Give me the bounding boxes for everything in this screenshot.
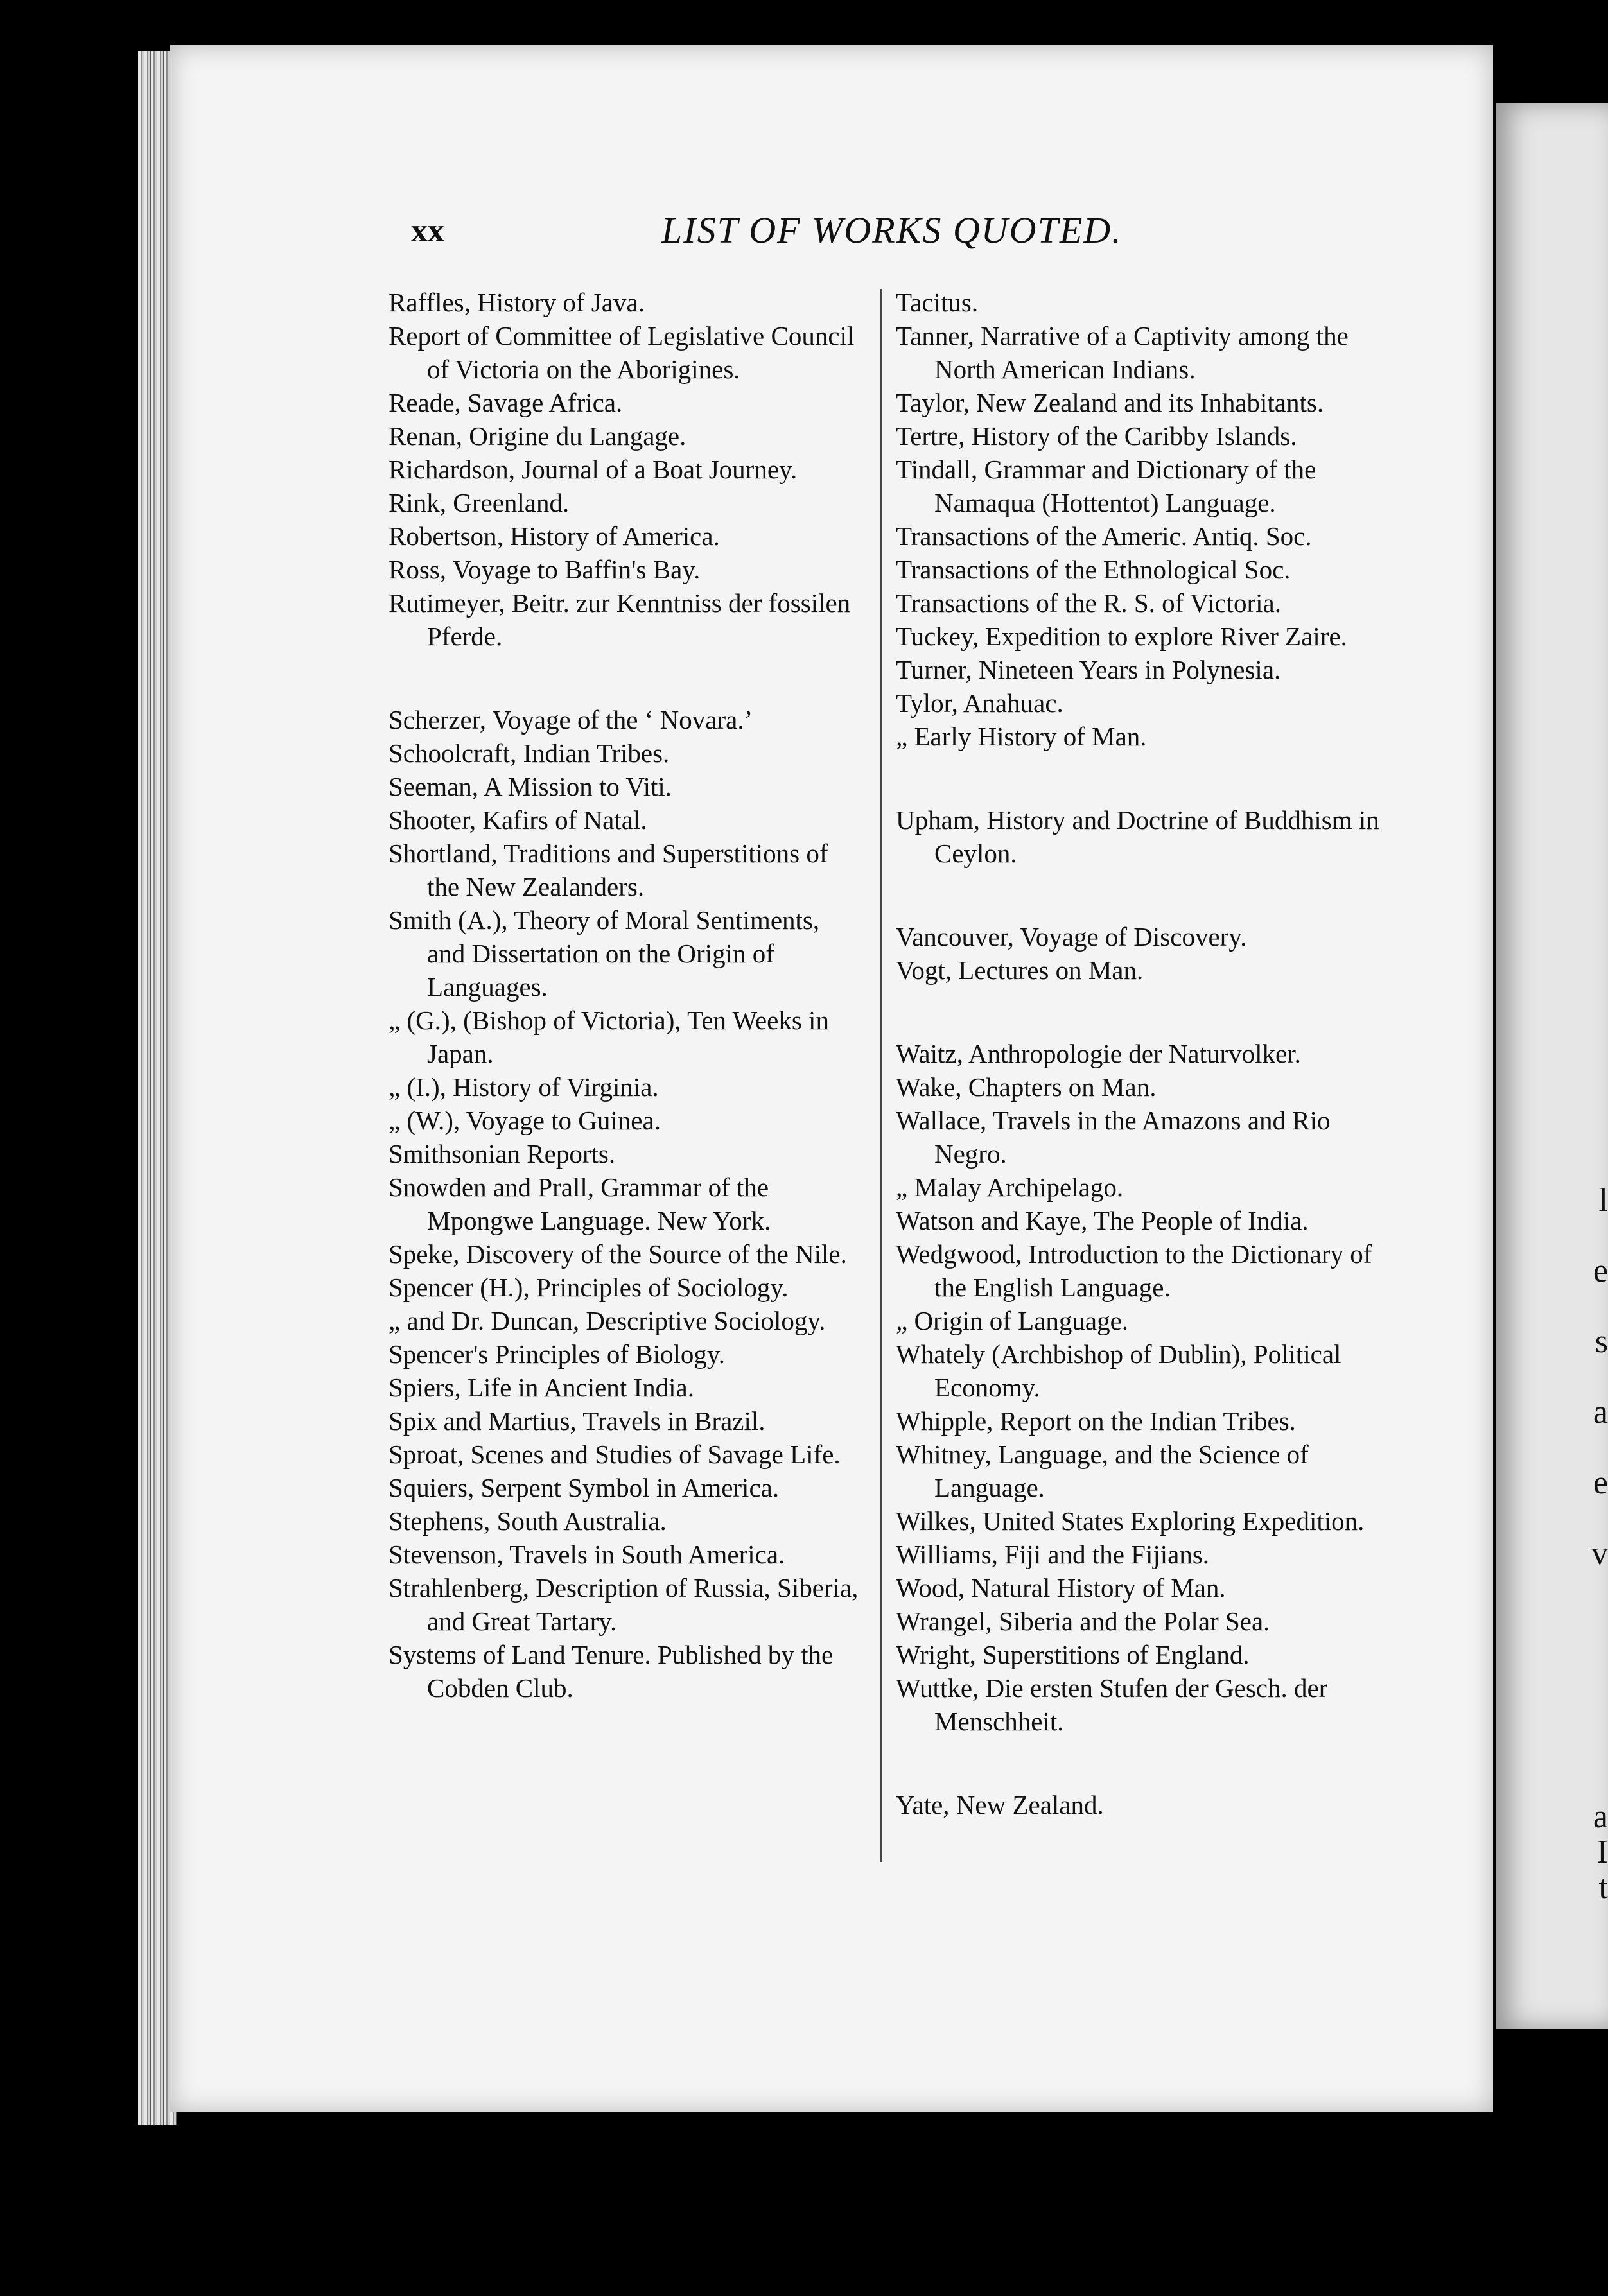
bibliography-entry: Williams, Fiji and the Fijians. — [896, 1540, 1210, 1569]
bibliography-entry: Whitney, Language, and the Science of Language. — [896, 1439, 1309, 1502]
left-column-entries — [389, 286, 864, 1705]
bibliography-entry: Wood, Natural History of Man. — [896, 1573, 1226, 1603]
page-number: xx — [411, 213, 444, 249]
bibliography-entry: Whately (Archbishop of Dublin), Political Economy. — [896, 1339, 1341, 1402]
bibliography-entry: Stephens, South Australia. — [389, 1506, 667, 1536]
bibliography-entry: Systems of Land Tenure. Published by the Cobden Club. — [389, 1640, 834, 1703]
section-gap — [389, 653, 864, 703]
bibliography-entry: Watson and Kaye, The People of India. — [896, 1206, 1309, 1235]
facing-page-glyph: a — [1593, 1798, 1608, 1835]
bibliography-entry: Robertson, History of America. — [389, 521, 720, 551]
bibliography-entry: „ (G.), (Bishop of Victoria), Ten Weeks in Japan. — [389, 1005, 829, 1068]
bibliography-entry: Taylor, New Zealand and its Inhabitants. — [896, 388, 1324, 417]
bibliography-entry: Transactions of the Ethnological Soc. — [896, 555, 1291, 584]
bibliography-entry: Schoolcraft, Indian Tribes. — [389, 738, 670, 768]
bibliography-entry: Vancouver, Voyage of Discovery. — [896, 922, 1247, 952]
bibliography-entry: Speke, Discovery of the Source of the Nile. — [389, 1239, 847, 1269]
section-gap — [896, 1738, 1394, 1788]
bibliography-entry: Strahlenberg, Description of Russia, Siberia, and Great Tartary. — [389, 1573, 859, 1636]
facing-page-glyph: e — [1593, 1465, 1608, 1501]
bibliography-entry: „ Early History of Man. — [896, 722, 1147, 751]
bibliography-entry: Rink, Greenland. — [389, 488, 570, 517]
bibliography-entry: Upham, History and Doctrine of Buddhism in Ceylon. — [896, 805, 1379, 868]
section-gap — [896, 870, 1394, 920]
section-gap — [896, 987, 1394, 1037]
bibliography-entry: Renan, Origine du Langage. — [389, 421, 686, 451]
bibliography-entry: „ Malay Archipelago. — [896, 1172, 1124, 1202]
facing-page-glyph: s — [1595, 1323, 1608, 1360]
bibliography-entry: Spencer's Principles of Biology. — [389, 1339, 725, 1369]
bibliography-entry: Snowden and Prall, Grammar of the Mpongwe Language. New York. — [389, 1172, 771, 1235]
bibliography-entry: Raffles, History of Java. — [389, 288, 645, 317]
bibliography-entry: „ Origin of Language. — [896, 1306, 1129, 1335]
bibliography-entry: Scherzer, Voyage of the ‘ Novara.’ — [389, 705, 753, 735]
facing-page-glyph: e — [1593, 1253, 1608, 1289]
bibliography-entry: Tindall, Grammar and Dictionary of the Namaqua (Hottentot) Language. — [896, 455, 1316, 517]
bibliography-entry: Wedgwood, Introduction to the Dictionary of the English Language. — [896, 1239, 1372, 1302]
bibliography-entry: „ and Dr. Duncan, Descriptive Sociology. — [389, 1306, 826, 1335]
bibliography-entry: Tacitus. — [896, 288, 979, 317]
bibliography-entry: Spix and Martius, Travels in Brazil. — [389, 1406, 765, 1436]
bibliography-entry: Shortland, Traditions and Superstitions of the New Zealanders. — [389, 839, 828, 901]
bibliography-entry: Wallace, Travels in the Amazons and Rio Negro. — [896, 1106, 1331, 1169]
bibliography-entry: Sproat, Scenes and Studies of Savage Life. — [389, 1439, 841, 1469]
facing-page-glyph: t — [1598, 1869, 1608, 1906]
bibliography-entry: Spencer (H.), Principles of Sociology. — [389, 1273, 789, 1302]
column-divider — [880, 289, 882, 1862]
section-gap — [896, 753, 1394, 803]
bibliography-entry: Transactions of the Americ. Antiq. Soc. — [896, 521, 1312, 551]
bibliography-entry: Tuckey, Expedition to explore River Zaire. — [896, 622, 1347, 651]
facing-page-glyph: a — [1593, 1394, 1608, 1431]
bibliography-entry: Tanner, Narrative of a Captivity among the North American Indians. — [896, 321, 1349, 384]
bibliography-entry: Wrangel, Siberia and the Polar Sea. — [896, 1606, 1270, 1636]
bibliography-entry: „ (I.), History of Virginia. — [389, 1072, 659, 1102]
bibliography-entry: Waitz, Anthropologie der Naturvolker. — [896, 1039, 1301, 1068]
running-head-title: LIST OF WORKS QUOTED. — [661, 209, 1123, 251]
bibliography-entry: Squiers, Serpent Symbol in America. — [389, 1473, 780, 1502]
bibliography-entry: Transactions of the R. S. of Victoria. — [896, 588, 1281, 618]
bibliography-entry: Wake, Chapters on Man. — [896, 1072, 1157, 1102]
facing-page-glyph: v — [1591, 1535, 1608, 1572]
bibliography-entry: Reade, Savage Africa. — [389, 388, 623, 417]
bibliography-entry: Ross, Voyage to Baffin's Bay. — [389, 555, 701, 584]
bibliography-entry: Shooter, Kafirs of Natal. — [389, 805, 647, 835]
bibliography-entry: Wright, Superstitions of England. — [896, 1640, 1250, 1669]
bibliography-entry: Yate, New Zealand. — [896, 1790, 1104, 1820]
bibliography-entry: Smith (A.), Theory of Moral Sentiments, and Dissertation on the Origin of Languages. — [389, 905, 820, 1002]
bibliography-entry: Wilkes, United States Exploring Expedition. — [896, 1506, 1365, 1536]
bibliography-entry: Turner, Nineteen Years in Polynesia. — [896, 655, 1281, 684]
bibliography-entry: Rutimeyer, Beitr. zur Kenntniss der fossilen Pferde. — [389, 588, 851, 651]
bibliography-entry: Richardson, Journal of a Boat Journey. — [389, 455, 798, 484]
bibliography-entry: Seeman, A Mission to Viti. — [389, 772, 672, 801]
right-column-entries — [896, 286, 1394, 1822]
bibliography-entry: Vogt, Lectures on Man. — [896, 955, 1144, 985]
bibliography-entry: Tertre, History of the Caribby Islands. — [896, 421, 1297, 451]
facing-page-glyph: l — [1598, 1182, 1608, 1219]
adjacent-page-edge — [1496, 103, 1608, 2029]
bibliography-entry: Stevenson, Travels in South America. — [389, 1540, 785, 1569]
bibliography-entry: Whipple, Report on the Indian Tribes. — [896, 1406, 1296, 1436]
bibliography-entry: Report of Committee of Legislative Council of Victoria on the Aborigines. — [389, 321, 855, 384]
bibliography-entry: „ (W.), Voyage to Guinea. — [389, 1106, 661, 1135]
bibliography-entry: Smithsonian Reports. — [389, 1139, 616, 1169]
bibliography-entry: Wuttke, Die ersten Stufen der Gesch. der Menschheit. — [896, 1673, 1328, 1736]
facing-page-glyph: I — [1596, 1834, 1608, 1870]
bibliography-entry: Tylor, Anahuac. — [896, 688, 1063, 718]
bibliography-entry: Spiers, Life in Ancient India. — [389, 1373, 694, 1402]
